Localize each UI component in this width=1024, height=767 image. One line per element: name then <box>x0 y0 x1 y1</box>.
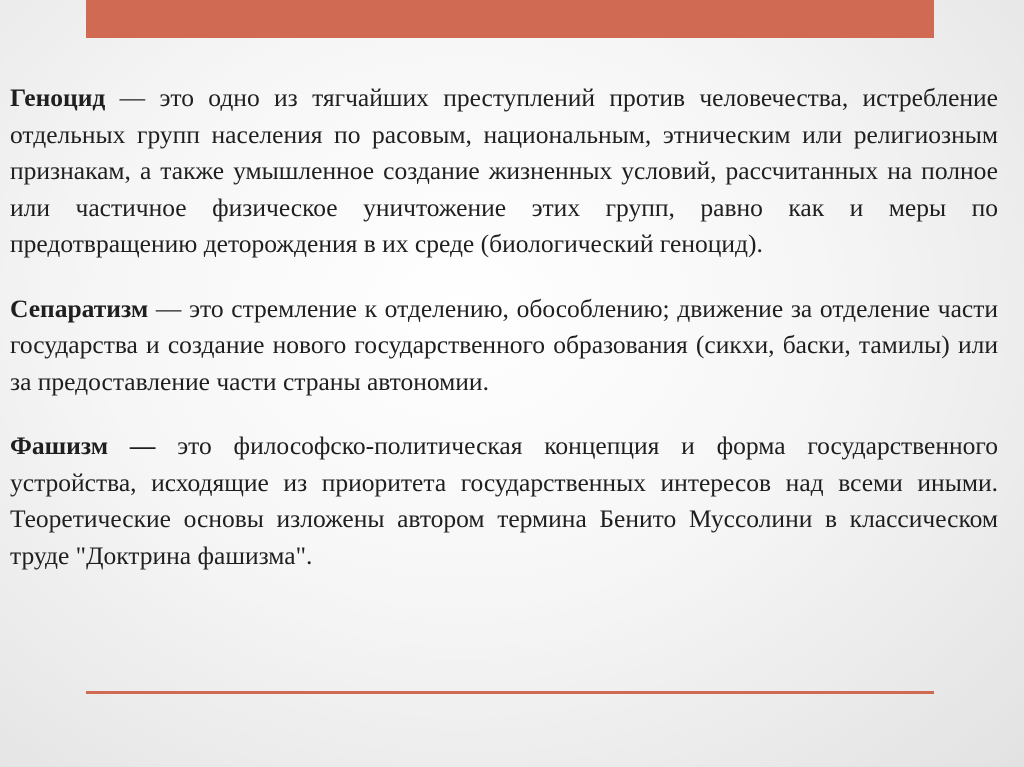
top-accent-bar <box>86 0 934 38</box>
definition-fascism <box>10 428 998 574</box>
bottom-accent-line <box>86 691 934 694</box>
definition-separatism <box>10 291 998 401</box>
definition-genocide <box>10 80 998 263</box>
term-genocide: Геноцид <box>10 83 106 112</box>
slide-content <box>10 80 998 602</box>
term-fascism: Фашизм — <box>10 431 156 460</box>
term-separatism: Сепаратизм <box>10 293 149 323</box>
definition-separatism-text: — это стремление к отделению, обособлению; движение за отделение части государства и создание нового государственного образования (сикхи, баски, тамилы) или за предоставление части страны автономии. <box>10 293 998 396</box>
definition-genocide-text: — это одно из тягчайших преступлений против человечества, истребление отдельных групп населения по расовым, национальным, этническим или религиозным признакам, а также умышленное создание жизненных условий, рассчитанных на полное или частичное физическое уничтожение этих групп, равно как и меры по предотвращению деторождения в их среде (биологический геноцид). <box>10 83 998 258</box>
definition-fascism-text: это философско-политическая концепция и форма государственного устройства, исходящие из приоритета государственных интересов над всеми иными. Теоретические основы изложены автором термина Бенито Муссолини в классическом труде "Доктрина фашизма". <box>10 431 998 570</box>
